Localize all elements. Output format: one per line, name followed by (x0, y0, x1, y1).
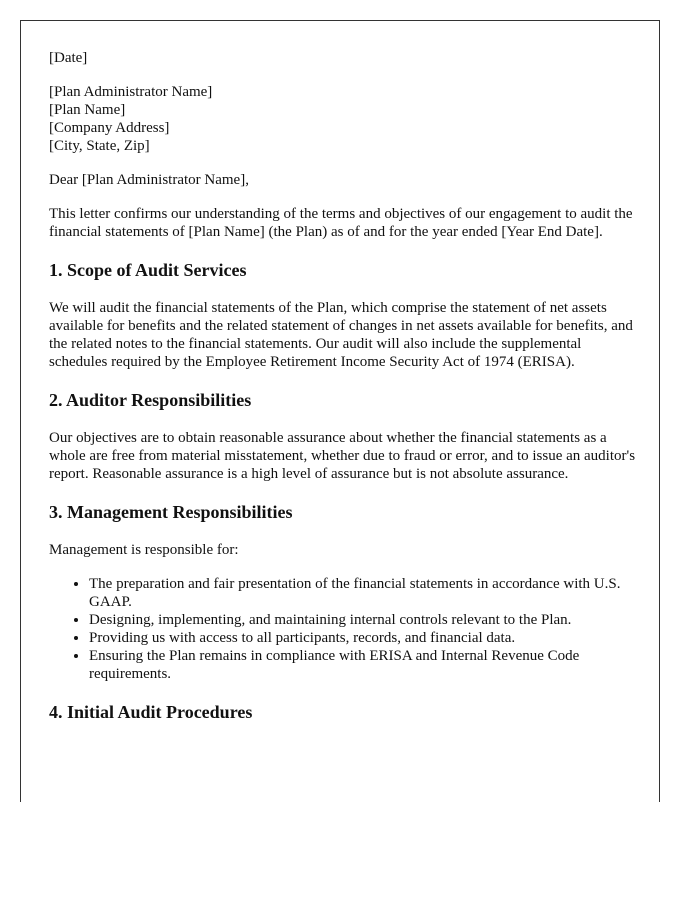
salutation: Dear [Plan Administrator Name], (49, 172, 249, 188)
section-heading-procedures: 4. Initial Audit Procedures (49, 702, 253, 722)
address-line: [City, State, Zip] (49, 138, 150, 154)
management-responsibilities-list (49, 575, 639, 683)
letter-content (49, 49, 639, 741)
list-item: • Ensuring the Plan remains in compliance with ERISA and Internal Revenue Code requirements. (89, 647, 639, 683)
section-heading-management: 3. Management Responsibilities (49, 502, 293, 522)
section-body-scope: We will audit the financial statements of the Plan, which comprise the statement of net assets available for benefits and the related statement of changes in net assets available for benefits, and the related notes to the financial statements. Our audit will also include the supplemental schedules required by the Employee Retirement Income Security Act of 1974 (ERISA). (49, 300, 633, 370)
intro-paragraph: This letter confirms our understanding of the terms and objectives of our engagement to audit the financial statements of [Plan Name] (the Plan) as of and for the year ended [Year End Date]. (49, 206, 633, 240)
section-body-auditor: Our objectives are to obtain reasonable assurance about whether the financial statements as a whole are free from material misstatement, whether due to fraud or error, and to issue an auditor's report. Reasonable assurance is a high level of assurance but is not absolute assurance. (49, 430, 636, 482)
address-line: [Plan Administrator Name] (49, 84, 213, 100)
list-item: • Designing, implementing, and maintaining internal controls relevant to the Plan. (89, 611, 639, 629)
address-line: [Company Address] (49, 120, 170, 136)
section-heading-scope: 1. Scope of Audit Services (49, 260, 247, 280)
letter-page (20, 20, 660, 802)
list-item: • Providing us with access to all participants, records, and financial data. (89, 629, 639, 647)
list-item: • The preparation and fair presentation of the financial statements in accordance with U.S. GAAP. (89, 575, 639, 611)
letter-date: [Date] (49, 50, 88, 66)
recipient-address (49, 83, 639, 155)
address-line: [Plan Name] (49, 102, 126, 118)
section-heading-auditor: 2. Auditor Responsibilities (49, 390, 252, 410)
section-lead-management: Management is responsible for: (49, 542, 239, 558)
